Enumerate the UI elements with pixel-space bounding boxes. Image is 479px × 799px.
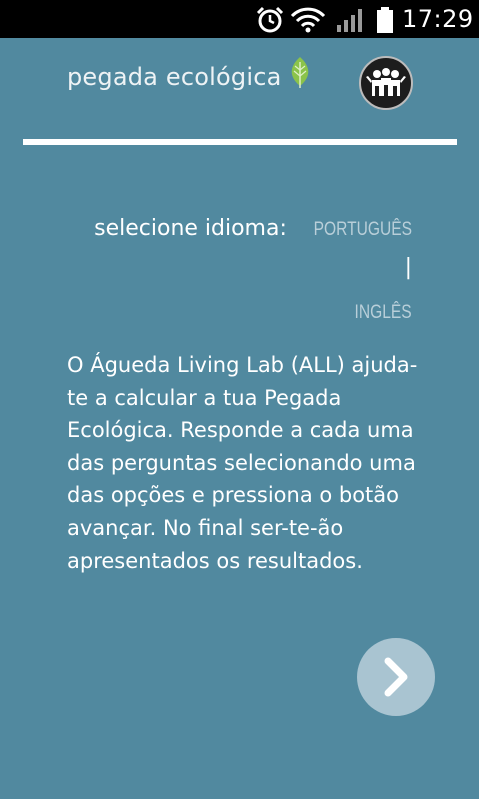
- status-bar: [0, 0, 479, 38]
- language-option-english[interactable]: INGLÊS: [354, 302, 412, 323]
- app-name: pegada ecológica: [67, 63, 282, 91]
- clock: 17:29: [402, 5, 474, 33]
- app-header: [0, 38, 479, 128]
- leaf-icon: [288, 56, 312, 94]
- wifi-icon: [289, 6, 327, 38]
- battery-icon: [375, 6, 395, 38]
- language-option-portuguese[interactable]: PORTUGUÊS: [313, 219, 412, 240]
- people-group-icon[interactable]: [359, 56, 413, 110]
- intro-text: O Águeda Living Lab (ALL) ajuda-te a calcular a tua Pegada Ecológica. Responde a cada uma das perguntas selecionando uma das opções e pressiona o botão avançar. No final ser-te-ão apresentados os resultados.: [67, 353, 418, 573]
- chevron-right-icon: [376, 655, 416, 699]
- header-divider: [23, 139, 457, 145]
- alarm-icon: [255, 6, 285, 38]
- language-selector: [92, 210, 412, 332]
- signal-icon: [336, 6, 366, 38]
- language-separator: |: [404, 255, 412, 280]
- language-label: selecione idioma:: [94, 216, 287, 241]
- next-button[interactable]: [357, 638, 435, 716]
- app-logo: [67, 60, 312, 94]
